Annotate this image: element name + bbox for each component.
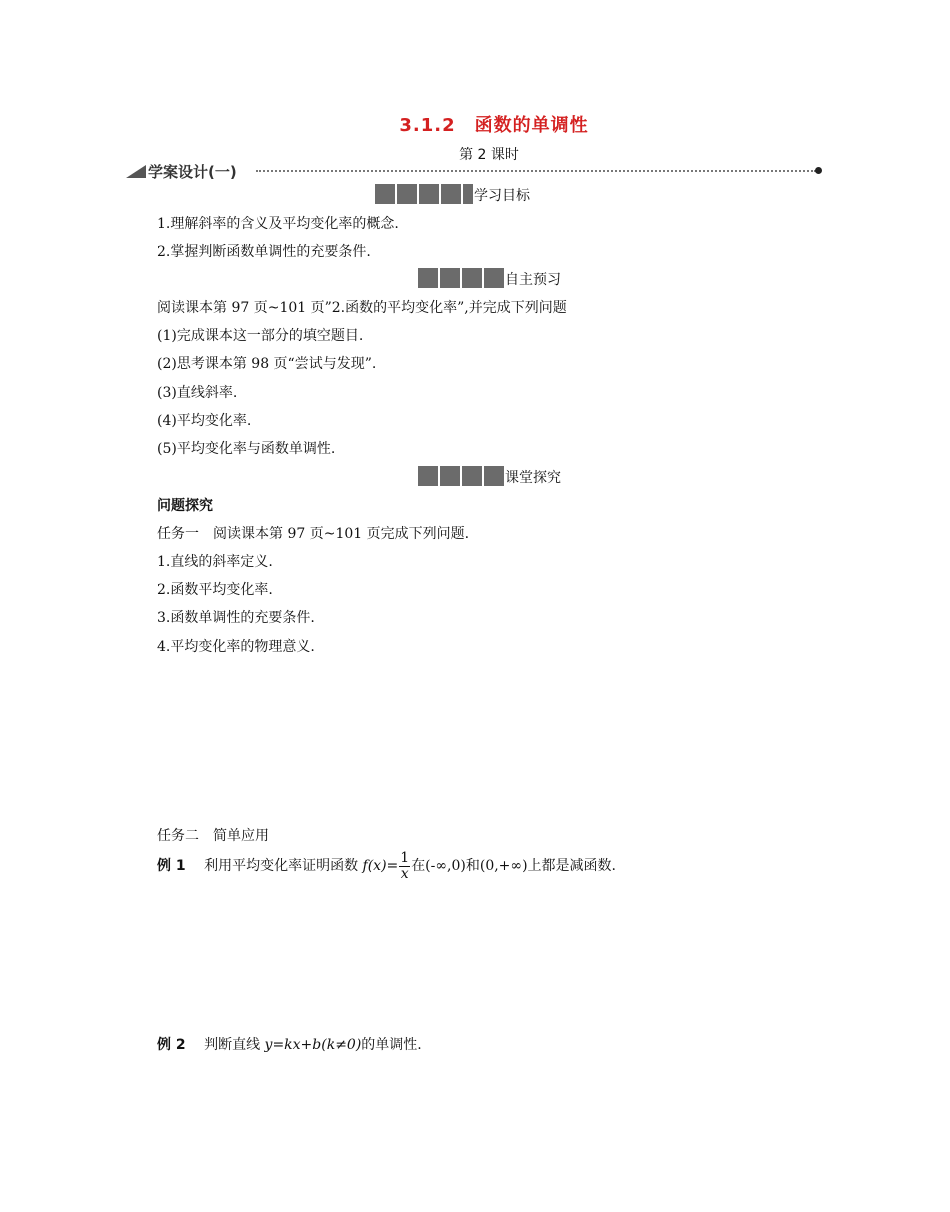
banner-triangle-icon: [126, 165, 146, 178]
example-2-after: 的单调性.: [361, 1037, 422, 1053]
task1-item: 4.平均变化率的物理意义.: [157, 639, 315, 655]
explore-section-label: 课堂探究: [505, 470, 561, 486]
preview-section-label: 自主预习: [505, 272, 561, 288]
example-2-before: 判断直线: [204, 1037, 265, 1053]
fraction-numerator: 1: [400, 849, 410, 866]
task1-item: 2.函数平均变化率.: [157, 582, 273, 598]
goal-item: 1.理解斜率的含义及平均变化率的概念.: [157, 216, 399, 232]
page-title: 3.1.2 函数的单调性: [399, 115, 589, 136]
example-1-after: 在(-∞,0)和(0,+∞)上都是减函数.: [411, 858, 616, 874]
goals-section-label: 学习目标: [474, 188, 530, 204]
goals-section-header: [375, 182, 530, 204]
banner-end-dot-icon: [815, 167, 822, 174]
task1-item: 1.直线的斜率定义.: [157, 554, 273, 570]
preview-item: (2)思考课本第 98 页“尝试与发现”.: [157, 356, 377, 372]
example-2-expr: y=kx+b(k≠0): [264, 1037, 362, 1053]
preview-section-header: [418, 266, 561, 288]
example-2: [157, 1036, 422, 1054]
section-marker-blocks: [418, 268, 504, 288]
banner-label: 学案设计(一): [148, 163, 237, 181]
banner-dotted-rule: [256, 170, 816, 172]
goal-item: 2.掌握判断函数单调性的充要条件.: [157, 244, 371, 260]
section-banner: [126, 161, 826, 181]
task2-title: 任务二 简单应用: [157, 828, 269, 844]
problem-heading: 问题探究: [157, 498, 213, 514]
task1-title: 任务一 阅读课本第 97 页~101 页完成下列问题.: [157, 526, 470, 542]
example-1-fraction: [399, 851, 410, 882]
preview-intro: 阅读课本第 97 页~101 页”2.函数的平均变化率”,并完成下列问题: [157, 300, 567, 316]
task1-item: 3.函数单调性的充要条件.: [157, 610, 315, 626]
example-1-before: 利用平均变化率证明函数: [204, 858, 363, 874]
fraction-denominator: x: [400, 865, 409, 882]
example-2-label: 例 2: [157, 1037, 186, 1053]
example-1: [157, 848, 616, 884]
example-1-label: 例 1: [157, 858, 186, 874]
section-marker-blocks: [375, 184, 473, 204]
preview-item: (3)直线斜率.: [157, 385, 238, 401]
preview-item: (4)平均变化率.: [157, 413, 252, 429]
section-marker-blocks: [418, 466, 504, 486]
lesson-subtitle: 第 2 课时: [459, 147, 519, 163]
explore-section-header: [418, 464, 561, 486]
preview-item: (1)完成课本这一部分的填空题目.: [157, 328, 364, 344]
example-1-fx: f(x)=: [362, 858, 399, 874]
preview-item: (5)平均变化率与函数单调性.: [157, 441, 336, 457]
